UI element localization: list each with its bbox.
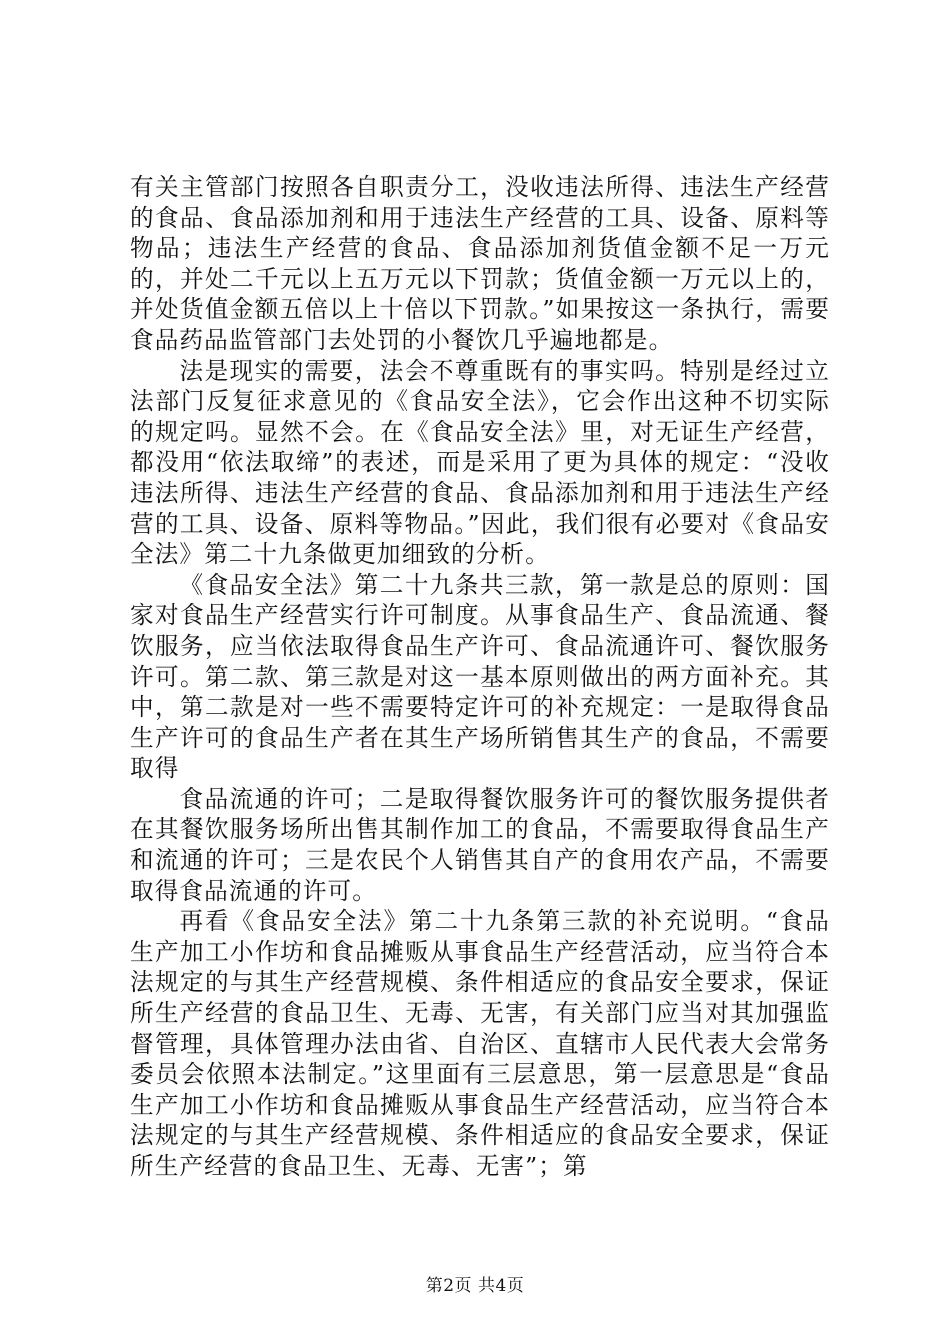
- document-body: [130, 172, 830, 1182]
- paragraph-3: 《食品安全法》第二十九条共三款，第一款是总的原则：国家对食品生产经营实行许可制度。从事食品生产、食品流通、餐饮服务，应当依法取得食品生产许可、食品流通许可、餐饮服务许可。第二款、第三款是对这一基本原则做出的两方面补充。其中，第二款是对一些不需要特定许可的补充规定：一是取得食品生产许可的食品生产者在其生产场所销售其生产的食品，不需要取得: [130, 570, 830, 783]
- paragraph-1: 有关主管部门按照各自职责分工，没收违法所得、违法生产经营的食品、食品添加剂和用于违法生产经营的工具、设备、原料等物品；违法生产经营的食品、食品添加剂货值金额不足一万元的，并处二千元以上五万元以下罚款；货值金额一万元以上的，并处货值金额五倍以上十倍以下罚款。”如果按这一条执行，需要食品药品监管部门去处罚的小餐饮几乎遍地都是。: [130, 173, 830, 354]
- page-number-footer: 第2页 共4页: [425, 1276, 525, 1296]
- paragraph-4: 食品流通的许可；二是取得餐饮服务许可的餐饮服务提供者在其餐饮服务场所出售其制作加工的食品，不需要取得食品生产和流通的许可；三是农民个人销售其自产的食用农产品，不需要取得食品流通的许可。: [130, 784, 830, 905]
- paragraph-2: 法是现实的需要，法会不尊重既有的事实吗。特别是经过立法部门反复征求意见的《食品安全法》，它会作出这种不切实际的规定吗。显然不会。在《食品安全法》里，对无证生产经营，都没用“依法取缔”的表述，而是采用了更为具体的规定：“没收违法所得、违法生产经营的食品、食品添加剂和用于违法生产经营的工具、设备、原料等物品。”因此，我们很有必要对《食品安全法》第二十九条做更加细致的分析。: [130, 356, 830, 569]
- paragraph-5: 再看《食品安全法》第二十九条第三款的补充说明。“食品生产加工小作坊和食品摊贩从事食品生产经营活动，应当符合本法规定的与其生产经营规模、条件相适应的食品安全要求，保证所生产经营的食品卫生、无毒、无害，有关部门应当对其加强监督管理，具体管理办法由省、自治区、直辖市人民代表大会常务委员会依照本法制定。”这里面有三层意思，第一层意思是“食品生产加工小作坊和食品摊贩从事食品生产经营活动，应当符合本法规定的与其生产经营规模、条件相适应的食品安全要求，保证所生产经营的食品卫生、无毒、无害”；第: [130, 907, 830, 1180]
